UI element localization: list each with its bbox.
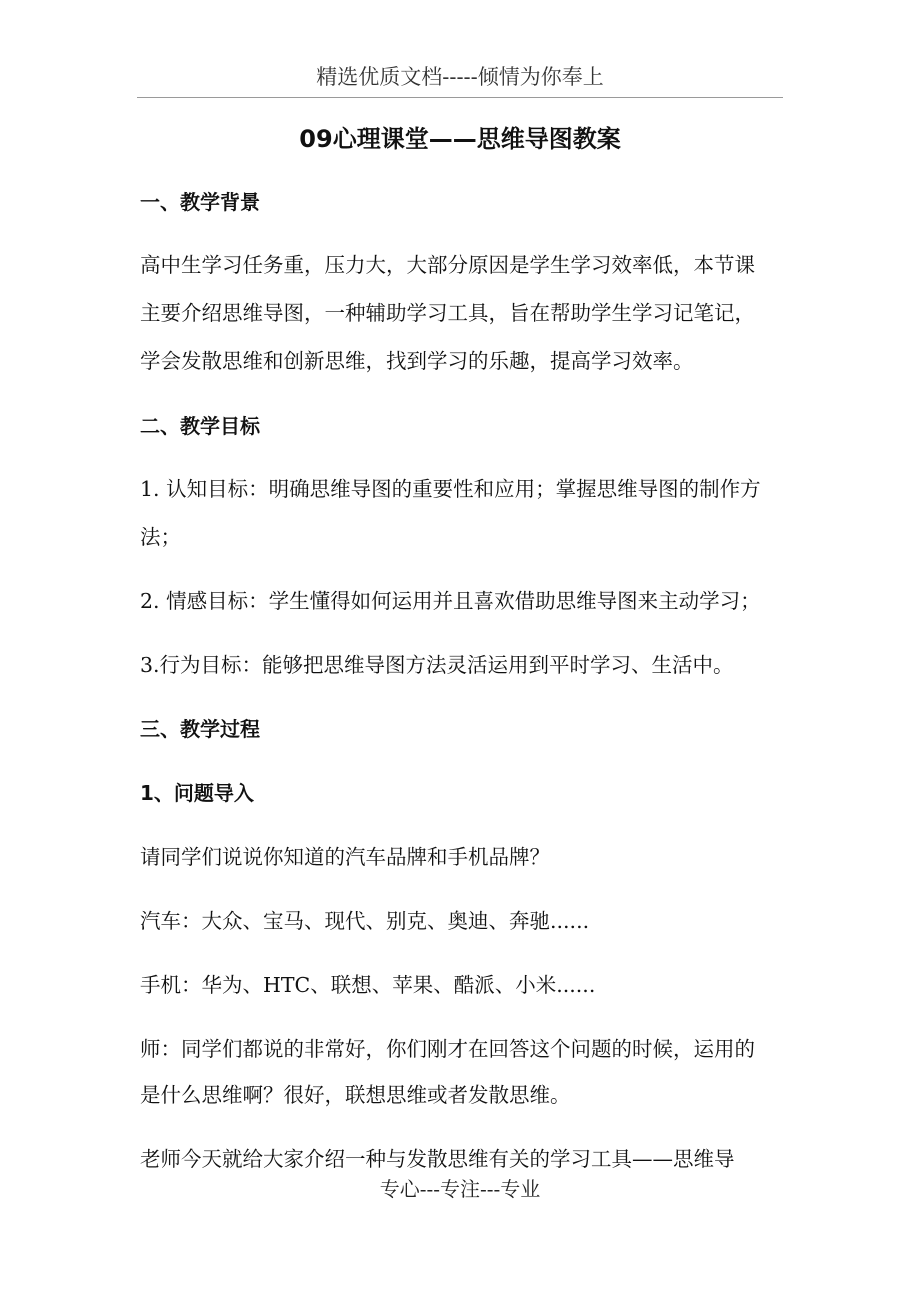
goal-behavioral: 3.行为目标：能够把思维导图方法灵活运用到平时学习、生活中。 (140, 653, 734, 677)
paragraph-line: 高中生学习任务重，压力大，大部分原因是学生学习效率低，本节课 (140, 253, 755, 277)
goal-cognitive-line: 1. 认知目标：明确思维导图的重要性和应用；掌握思维导图的制作方 (140, 477, 761, 501)
teacher-remark-line: 是什么思维啊？很好，联想思维或者发散思维。 (140, 1083, 571, 1107)
question-text: 请同学们说说你知道的汽车品牌和手机品牌？ (140, 845, 550, 869)
subsection-heading-intro: 1、问题导入 (140, 781, 254, 805)
page-header: 精选优质文档-----倾情为你奉上 (316, 65, 604, 89)
teacher-remark-line: 师：同学们都说的非常好，你们刚才在回答这个问题的时候，运用的 (140, 1037, 755, 1061)
section-heading-background: 一、教学背景 (140, 190, 260, 214)
goal-emotional: 2. 情感目标：学生懂得如何运用并且喜欢借助思维导图来主动学习； (140, 589, 761, 613)
paragraph-line: 学会发散思维和创新思维，找到学习的乐趣，提高学习效率。 (140, 349, 694, 373)
goal-cognitive-line: 法； (140, 525, 181, 549)
header-divider (137, 97, 783, 98)
car-brands-text: 汽车：大众、宝马、现代、别克、奥迪、奔驰...... (140, 909, 590, 933)
tool-intro-line: 老师今天就给大家介绍一种与发散思维有关的学习工具——思维导 (140, 1147, 735, 1171)
section-heading-process: 三、教学过程 (140, 717, 260, 741)
page-footer: 专心---专注---专业 (379, 1177, 541, 1201)
paragraph-line: 主要介绍思维导图，一种辅助学习工具，旨在帮助学生学习记笔记， (140, 301, 755, 325)
document-title: 09心理课堂——思维导图教案 (299, 125, 621, 153)
phone-brands-text: 手机：华为、HTC、联想、苹果、酷派、小米...... (140, 973, 596, 997)
section-heading-goals: 二、教学目标 (140, 414, 260, 438)
